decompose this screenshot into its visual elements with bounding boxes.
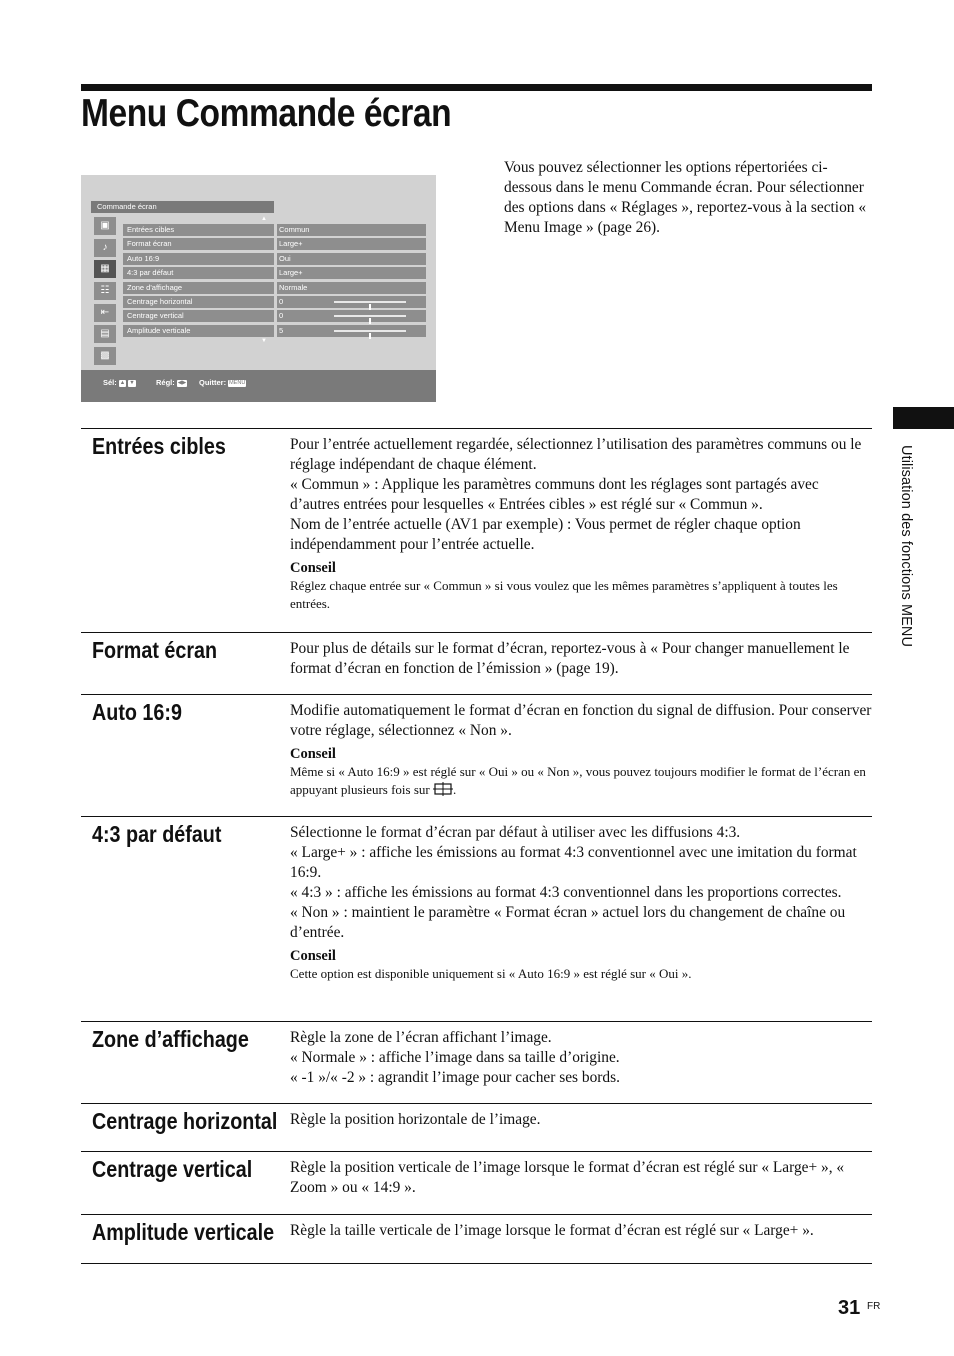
- description-paragraph: Règle la position horizontale de l’image.: [290, 1111, 541, 1128]
- tv-row-slider: [334, 301, 406, 303]
- tv-menu-icon-bar: [91, 217, 119, 369]
- tip-text: Cette option est disponible uniquement si « Auto 16:9 » est réglé sur « Oui ».: [290, 966, 692, 981]
- option-description: [290, 435, 872, 613]
- tv-menu-rows: [123, 224, 426, 339]
- option-description: [290, 1221, 872, 1241]
- page-number: 31: [838, 1297, 861, 1319]
- tv-row-value: 5: [279, 325, 284, 335]
- tip-title: Conseil: [290, 746, 336, 762]
- option-term: Centrage vertical: [92, 1156, 253, 1182]
- option-entry: [81, 429, 872, 633]
- description-paragraph: Pour l’entrée actuellement regardée, sélectionnez l’utilisation des paramètres communs ou le réglage indépendant de chaque élément.: [290, 436, 862, 473]
- tip-text: Réglez chaque entrée sur « Commun » si vous voulez que les mêmes paramètres s’appliquent à toutes les entrées.: [290, 578, 838, 611]
- option-entry: [81, 1104, 872, 1152]
- tv-row-label: Centrage vertical: [127, 311, 184, 321]
- scroll-up-icon: ▲: [261, 216, 267, 222]
- section-side-label: Utilisation des fonctions MENU: [898, 445, 914, 648]
- tv-row-label: 4:3 par défaut: [127, 268, 174, 278]
- down-arrow-key-icon: ▼: [129, 379, 135, 386]
- footer-select: Sél: ▲ ▼: [103, 378, 135, 387]
- picture-icon: ▣: [94, 217, 116, 235]
- option-term: Centrage horizontal: [92, 1108, 278, 1134]
- option-term: Entrées cibles: [92, 433, 226, 459]
- tv-menu-screenshot: [81, 175, 436, 402]
- tv-row-value: Large+: [279, 268, 303, 278]
- tv-row-value: 0: [279, 296, 284, 306]
- tv-row-value: Large+: [279, 239, 303, 249]
- option-description: [290, 823, 872, 983]
- option-entry: [81, 1215, 872, 1264]
- up-arrow-key-icon: ▲: [119, 379, 126, 386]
- tv-menu-row: [123, 310, 426, 322]
- option-entry: [81, 1022, 872, 1104]
- tv-row-label: Centrage horizontal: [127, 296, 193, 306]
- tip-title: Conseil: [290, 948, 336, 964]
- tv-row-label: Zone d'affichage: [127, 282, 183, 292]
- tv-row-slider: [334, 315, 406, 317]
- tv-row-value: Normale: [279, 282, 308, 292]
- description-paragraph: « Commun » : Applique les paramètres communs dont les réglages sont partagés avec d’autres entrées pour lesquelles « Entrées cibles » est réglé sur « Commun ».: [290, 476, 819, 513]
- option-entry: [81, 1152, 872, 1215]
- option-term: Amplitude verticale: [92, 1219, 275, 1245]
- intro-text: Vous pouvez sélectionner les options répertoriées ci-dessous dans le menu Commande écran. Pour sélectionner des options dans « Réglages », reportez-vous à la section « Menu Image » (page 26).: [504, 159, 867, 236]
- description-paragraph: « -1 »/« -2 » : agrandit l’image pour cacher ses bords.: [290, 1069, 620, 1086]
- input-icon: ⇤: [94, 304, 116, 322]
- description-paragraph: Pour plus de détails sur le format d’écran, reportez-vous à « Pour changer manuellement le format d’écran en fonction de l’émission » (page 19).: [290, 640, 850, 677]
- tv-menu-row: [123, 296, 426, 308]
- option-description: [290, 701, 872, 801]
- tv-row-value: 0: [279, 311, 284, 321]
- description-paragraph: « Normale » : affiche l’image dans sa taille d’origine.: [290, 1049, 620, 1066]
- option-list: [81, 428, 872, 1264]
- tv-row-slider: [334, 330, 406, 332]
- tv-row-label: Amplitude verticale: [127, 325, 191, 335]
- section-tab-marker: [893, 407, 954, 429]
- footer-adjust: Régl: ◀▶: [156, 378, 187, 387]
- option-term: 4:3 par défaut: [92, 821, 222, 847]
- option-term: Zone d’affichage: [92, 1026, 249, 1052]
- option-entry: [81, 633, 872, 695]
- scroll-down-icon: ▼: [261, 338, 267, 344]
- tv-menu-row: [123, 253, 426, 265]
- title-rule: [81, 84, 872, 91]
- description-paragraph: « 4:3 » : affiche les émissions au format 4:3 conventionnel dans les proportions correctes.: [290, 884, 842, 901]
- menu-key-icon: MENU: [229, 379, 246, 386]
- option-term: Format écran: [92, 637, 218, 663]
- tv-menu-row: [123, 282, 426, 294]
- description-paragraph: Nom de l’entrée actuelle (AV1 par exemple) : Vous permet de régler chaque option indépendamment pour l’entrée actuelle.: [290, 516, 801, 553]
- tv-menu-row: [123, 238, 426, 250]
- page-language: FR: [867, 1301, 881, 1312]
- description-paragraph: Sélectionne le format d’écran par défaut à utiliser avec les diffusions 4:3.: [290, 824, 741, 841]
- option-entry: [81, 817, 872, 1022]
- tv-menu-footer: [81, 370, 436, 402]
- description-paragraph: Modifie automatiquement le format d’écran en fonction du signal de diffusion. Pour conserver votre réglage, sélectionnez « Non ».: [290, 702, 872, 739]
- left-right-key-icon: ◀▶: [177, 379, 187, 386]
- option-entry: [81, 695, 872, 817]
- tv-menu-title: Commande écran: [91, 201, 274, 213]
- sound-icon: ♪: [94, 239, 116, 257]
- tv-row-value: Commun: [279, 225, 310, 234]
- description-paragraph: Règle la position verticale de l’image lorsque le format d’écran est réglé sur « Large+ », « Zoom » ou « 14:9 ».: [290, 1159, 845, 1196]
- footer-exit: Quitter: MENU: [199, 378, 246, 387]
- tip-title: Conseil: [290, 560, 336, 576]
- tip-text: Même si « Auto 16:9 » est réglé sur « Oui » ou « Non », vous pouvez toujours modifier le format de l’écran en appuyant plusieurs fois sur .: [290, 763, 872, 801]
- option-description: [290, 1110, 872, 1130]
- network-icon: ▩: [94, 347, 116, 365]
- tv-row-label: Entrées cibles: [127, 225, 175, 234]
- wide-button-icon: [433, 782, 453, 801]
- page-title: Menu Commande écran: [81, 92, 452, 135]
- option-description: [290, 1028, 872, 1088]
- option-description: [290, 1158, 872, 1198]
- pc-icon: ▤: [94, 325, 116, 343]
- tv-row-label: Format écran: [127, 239, 172, 249]
- setup-icon: ☷: [94, 282, 116, 300]
- tv-menu-row: [123, 267, 426, 279]
- option-description: [290, 639, 872, 679]
- option-term: Auto 16:9: [92, 699, 182, 725]
- description-paragraph: « Large+ » : affiche les émissions au format 4:3 conventionnel avec une imitation du format 16:9.: [290, 844, 857, 881]
- description-paragraph: Règle la taille verticale de l’image lorsque le format d’écran est réglé sur « Large+ ».: [290, 1222, 814, 1239]
- tv-menu-row: [123, 224, 426, 236]
- description-paragraph: Règle la zone de l’écran affichant l’image.: [290, 1029, 552, 1046]
- tv-row-label: Auto 16:9: [127, 253, 160, 263]
- description-paragraph: « Non » : maintient le paramètre « Format écran » actuel lors du changement de chaîne ou d’entrée.: [290, 904, 846, 941]
- tv-row-value: Oui: [279, 253, 291, 263]
- tv-menu-row: [123, 325, 426, 337]
- screen-icon: ▦: [94, 260, 116, 278]
